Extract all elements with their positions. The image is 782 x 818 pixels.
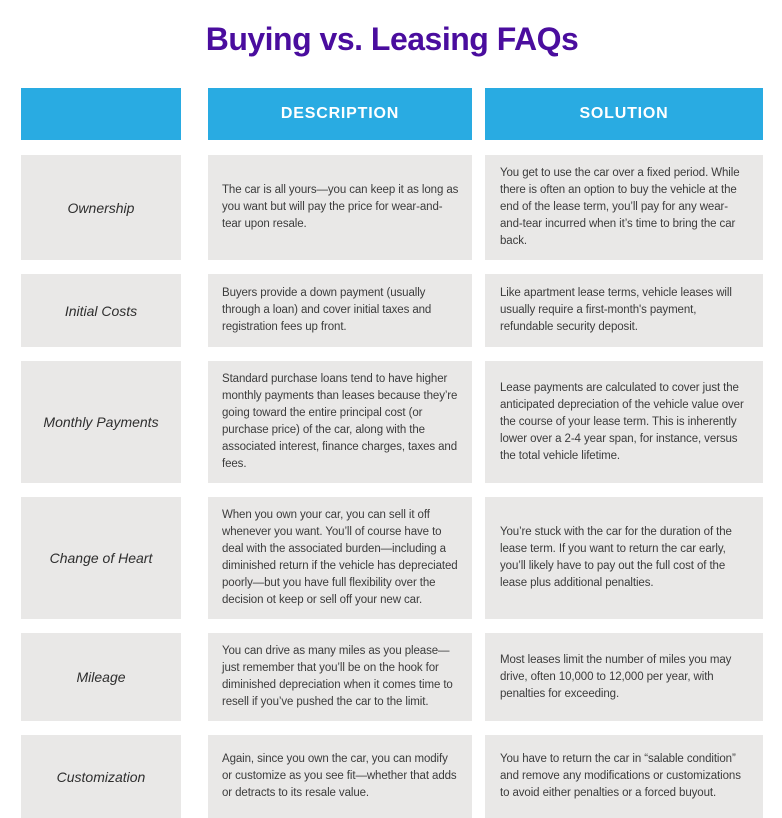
- table-row-monthly-payments: [21, 361, 763, 483]
- table-row-ownership: [21, 155, 763, 260]
- row-description: The car is all yours—you can keep it as long as you want but will pay the price for wear-and-tear upon resale.: [208, 155, 472, 260]
- table-row-initial-costs: [21, 274, 763, 347]
- table-row-change-of-heart: [21, 497, 763, 619]
- row-label: Ownership: [21, 155, 181, 260]
- row-solution: You’re stuck with the car for the duration of the lease term. If you want to return the car early, you’ll likely have to pay out the full cost of the lease plus additional penalties.: [485, 497, 763, 619]
- row-label: Change of Heart: [21, 497, 181, 619]
- row-solution: You have to return the car in “salable condition” and remove any modifications or customizations to avoid either penalties or a forced buyout.: [485, 735, 763, 818]
- row-solution: Like apartment lease terms, vehicle leases will usually require a first-month's payment, refundable security deposit.: [485, 274, 763, 347]
- row-description: When you own your car, you can sell it off whenever you want. You’ll of course have to deal with the associated burden—including a diminished return if the vehicle has depreciated poorly—but you have full flexibility over the decision ot keep or sell off your new car.: [208, 497, 472, 619]
- row-description: Buyers provide a down payment (usually through a loan) and cover initial taxes and registration fees up front.: [208, 274, 472, 347]
- header-corner-cell: [21, 88, 181, 140]
- header-description: DESCRIPTION: [208, 88, 472, 140]
- row-solution: Lease payments are calculated to cover just the anticipated depreciation of the vehicle value over the course of your lease term. This is inherently lower over a 2-4 year span, for instance, versus the total vehicle lifetime.: [485, 361, 763, 483]
- header-solution: SOLUTION: [485, 88, 763, 140]
- row-description: Again, since you own the car, you can modify or customize as you see fit—whether that adds or detracts to its resale value.: [208, 735, 472, 818]
- row-label: Monthly Payments: [21, 361, 181, 483]
- table-row-mileage: [21, 633, 763, 721]
- faq-comparison-table: [21, 88, 763, 818]
- row-label: Mileage: [21, 633, 181, 721]
- table-row-customization: [21, 735, 763, 818]
- row-description: You can drive as many miles as you please—just remember that you’ll be on the hook for diminished depreciation when it comes time to resell if you’ve pushed the car to the limit.: [208, 633, 472, 721]
- row-label: Customization: [21, 735, 181, 818]
- row-description: Standard purchase loans tend to have higher monthly payments than leases because they’re going toward the entire principal cost (or purchase price) of the car, along with the associated interest, finance charges, taxes and fees.: [208, 361, 472, 483]
- page-title: Buying vs. Leasing FAQs: [205, 21, 579, 57]
- table-header-row: [21, 88, 763, 140]
- row-solution: Most leases limit the number of miles you may drive, often 10,000 to 12,000 per year, with penalties for exceeding.: [485, 633, 763, 721]
- row-label: Initial Costs: [21, 274, 181, 347]
- row-solution: You get to use the car over a fixed period. While there is often an option to buy the vehicle at the end of the lease term, you’ll pay for any wear-and-tear incurred when it’s time to bring the car back.: [485, 155, 763, 260]
